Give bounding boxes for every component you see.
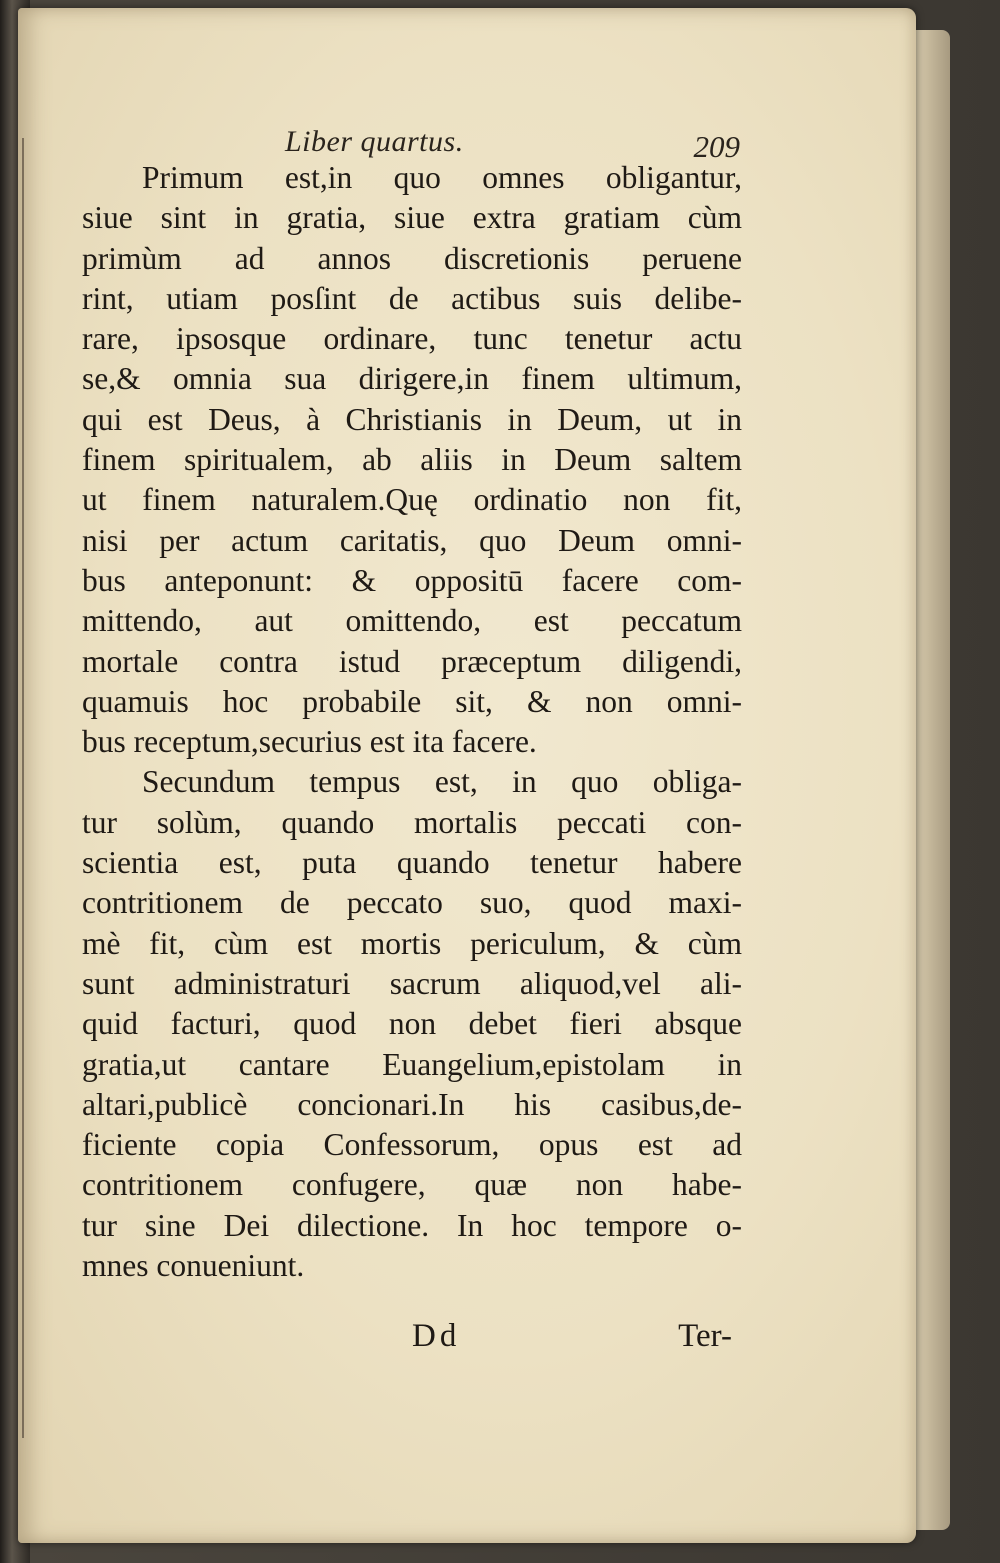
signature-mark: Dd: [412, 1318, 461, 1354]
text-line: siue sint in gratia, siue extra gratiam cùm: [82, 200, 742, 236]
text-line: mè fit, cùm est mortis periculum, & cùm: [82, 925, 742, 961]
text-line: altari,publicè concionari.In his casibus,de-: [82, 1086, 742, 1122]
text-line: rint, utiam posſint de actibus suis delibe-: [82, 280, 742, 316]
text-line: quamuis hoc probabile sit, & non omni-: [82, 683, 742, 719]
page-edge: [910, 30, 950, 1530]
text-line: mnes conueniunt.: [82, 1248, 305, 1284]
text-line: bus receptum,securius est ita facere.: [82, 724, 537, 760]
text-line: ficiente copia Confessorum, opus est ad: [82, 1127, 742, 1163]
text-line: bus anteponunt: & oppositū facere com-: [82, 562, 742, 598]
paragraph-2: [82, 762, 742, 1286]
body-text: [82, 158, 742, 1286]
text-line: qui est Deus, à Christianis in Deum, ut in: [82, 401, 742, 437]
text-line: sunt administraturi sacrum aliquod,vel ali-: [82, 965, 742, 1001]
text-line: Primum est,in quo omnes obligantur,: [142, 160, 742, 195]
running-head-title: Liber quartus.: [285, 125, 464, 158]
text-line: Secundum tempus est, in quo obliga-: [142, 764, 742, 800]
text-line: quid facturi, quod non debet fieri absque: [82, 1006, 742, 1042]
text-line: finem spiritualem, ab aliis in Deum saltem: [82, 442, 742, 478]
text-line: contritionem confugere, quæ non habe-: [82, 1167, 742, 1203]
page-number: 209: [693, 129, 740, 164]
paragraph-1: [82, 158, 742, 762]
text-line: rare, ipsosque ordinare, tunc tenetur actu: [82, 321, 742, 357]
text-line: contritionem de peccato suo, quod maxi-: [82, 885, 742, 921]
text-line: scientia est, puta quando tenetur habere: [82, 845, 742, 881]
text-line: mortale contra istud præceptum diligendi,: [82, 643, 742, 679]
text-line: mittendo, aut omittendo, est peccatum: [82, 603, 742, 639]
page-footer: [82, 1318, 732, 1363]
text-line: ut finem naturalem.Quę ordinatio non fit,: [82, 482, 742, 518]
text-line: gratia,ut cantare Euangelium,epistolam in: [82, 1046, 742, 1082]
text-line: se,& omnia sua dirigere,in finem ultimum,: [82, 361, 742, 397]
text-line: tur solùm, quando mortalis peccati con-: [82, 804, 742, 840]
catchword: Ter-: [678, 1318, 732, 1354]
gutter-shadow: [22, 138, 44, 1438]
text-line: tur sine Dei dilectione. In hoc tempore o-: [82, 1207, 742, 1243]
text-line: primùm ad annos discretionis peruene: [82, 240, 742, 276]
text-line: nisi per actum caritatis, quo Deum omni-: [82, 522, 742, 558]
